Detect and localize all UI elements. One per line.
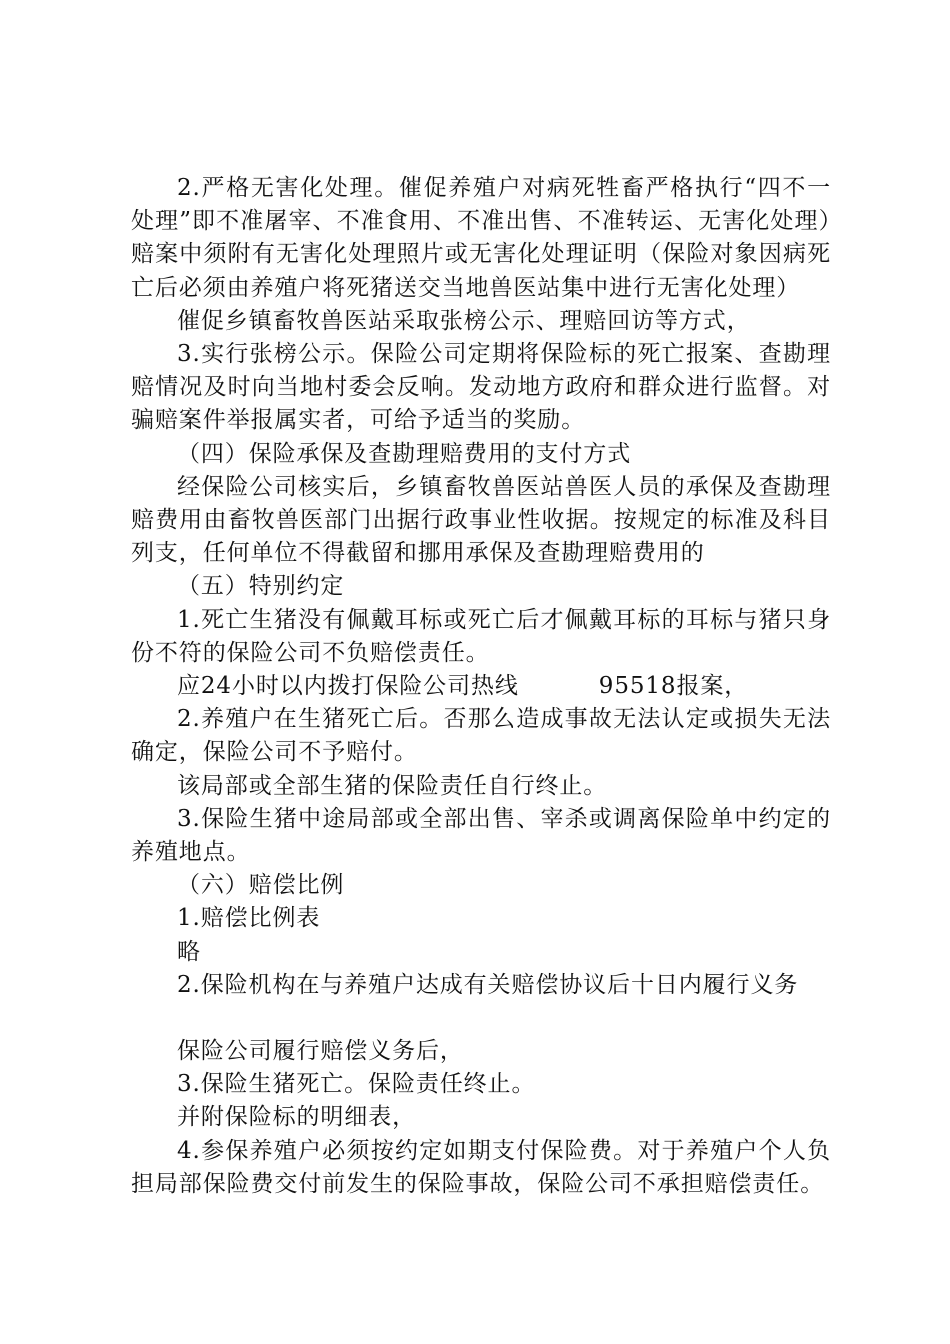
document-body [131,172,831,1201]
paragraph-harmless-treatment: 2.严格无害化处理。催促养殖户对病死牲畜严格执行“四不一处理”即不准屠宰、不准食用、不准出售、不准转运、无害化处理）赔案中须附有无害化处理照片或无害化处理证明（保险对象因病死亡后必须由养殖户将死猪送交当地兽医站集中进行无害化处理） [131,175,831,301]
paragraph-after-compensation: 保险公司履行赔偿义务后， [177,1038,464,1065]
section-heading-special-agreement: （五）特别约定 [177,573,345,600]
hotline-number: 95518报案， [598,673,749,700]
paragraph-omitted: 略 [177,938,201,965]
paragraph-ear-tag: 1.死亡生猪没有佩戴耳标或死亡后才佩戴耳标的耳标与猪只身份不符的保险公司不负赔偿责任。 [131,606,831,666]
paragraph-payment-method: 经保险公司核实后，乡镇畜牧兽医站兽医人员的承保及查勘理赔费用由畜牧兽医部门出据行政事业性收据。按规定的标准及科目列支，任何单位不得截留和挪用承保及查勘理赔费用的 [131,473,831,567]
paragraph-liability-terminate: 该局部或全部生猪的保险责任自行终止。 [177,772,608,799]
paragraph-pig-death: 3.保险生猪死亡。保险责任终止。 [177,1071,536,1098]
paragraph-urge-publicity: 催促乡镇畜牧兽医站采取张榜公示、理赔回访等方式， [177,307,751,334]
paragraph-death-report: 2.养殖户在生猪死亡后。否那么造成事故无法认定或损失无法确定，保险公司不予赔付。 [131,706,831,766]
hotline-text: 应24小时以内拨打保险公司热线 [177,673,519,700]
section-heading-compensation-ratio: （六）赔偿比例 [177,872,345,899]
paragraph-public-notice: 3.实行张榜公示。保险公司定期将保险标的死亡报案、查勘理赔情况及时向当地村委会反响。发动地方政府和群众进行监督。对骗赔案件举报属实者，可给予适当的奖励。 [131,341,831,434]
paragraph-ten-days: 2.保险机构在与养殖户达成有关赔偿协议后十日内履行义务 [177,971,799,998]
paragraph-premium-payment: 4.参保养殖户必须按约定如期支付保险费。对于养殖户个人负担局部保险费交付前发生的保险事故，保险公司不承担赔偿责任。 [131,1137,831,1197]
paragraph-ratio-table: 1.赔偿比例表 [177,905,321,932]
paragraph-hotline [131,670,831,703]
section-heading-payment-method: （四）保险承保及查勘理赔费用的支付方式 [177,440,632,467]
paragraph-relocation: 3.保险生猪中途局部或全部出售、宰杀或调离保险单中约定的养殖地点。 [131,805,831,866]
blank-line [131,1002,831,1035]
paragraph-detail-list: 并附保险标的明细表， [177,1104,416,1131]
